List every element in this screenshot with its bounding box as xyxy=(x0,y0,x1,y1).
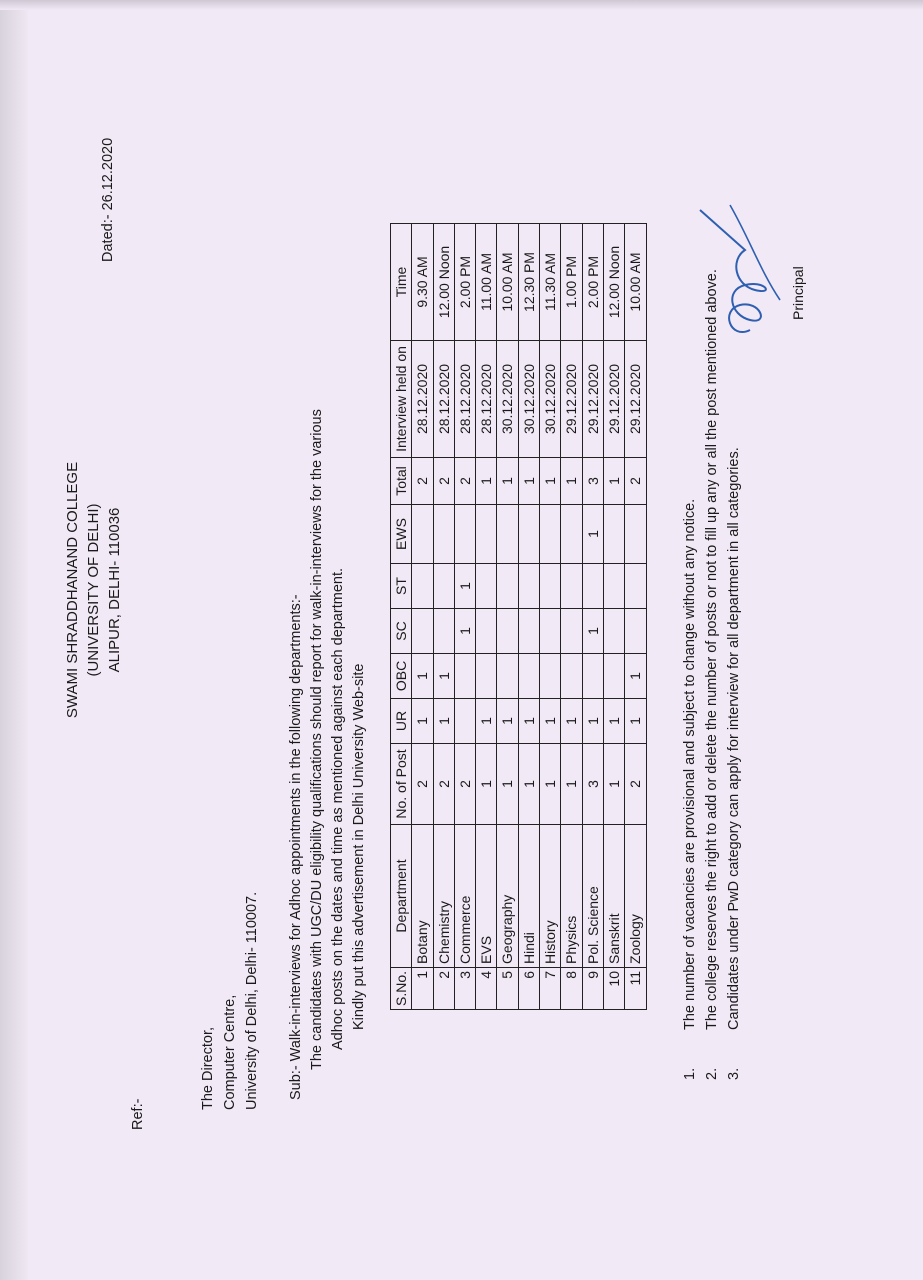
cell-obc: 1 xyxy=(625,653,646,698)
note-text: The college reserves the right to add or delete the number of posts or not to fill up any or all the post mentioned above. xyxy=(703,269,720,1030)
addressee-line: The Director, xyxy=(200,1027,216,1110)
addressee-line: Computer Centre, xyxy=(221,994,238,1110)
cell-posts: 2 xyxy=(412,743,433,824)
cell-total: 1 xyxy=(561,457,582,504)
cell-ews xyxy=(540,504,561,563)
header-sno: S.No. xyxy=(391,967,412,1009)
cell-department: Commerce xyxy=(454,824,475,967)
cell-interview-date: 30.12.2020 xyxy=(497,340,518,457)
cell-total: 1 xyxy=(603,457,624,504)
cell-interview-date: 30.12.2020 xyxy=(518,340,539,457)
cell-department: Geography xyxy=(497,824,518,967)
cell-total: 3 xyxy=(582,457,603,504)
cell-sno: 5 xyxy=(497,967,518,1009)
cell-ur: 1 xyxy=(603,698,624,743)
cell-interview-date: 30.12.2020 xyxy=(540,340,561,457)
table-row xyxy=(603,223,624,1009)
scan-top-edge xyxy=(0,0,923,10)
cell-posts: 1 xyxy=(540,743,561,824)
header-obc: OBC xyxy=(391,653,412,698)
cell-st xyxy=(582,563,603,608)
cell-interview-date: 29.12.2020 xyxy=(625,340,646,457)
cell-sno: 2 xyxy=(433,967,454,1009)
cell-sno: 7 xyxy=(540,967,561,1009)
cell-ur: 1 xyxy=(476,698,497,743)
cell-ur: 1 xyxy=(582,698,603,743)
cell-sno: 1 xyxy=(412,967,433,1009)
cell-time: 10.00 AM xyxy=(497,223,518,340)
cell-sno: 6 xyxy=(518,967,539,1009)
college-header xyxy=(62,360,125,820)
body-line: The candidates with UGC/DU eligibility qualifications should report for walk-in-interviews for the various xyxy=(308,409,325,1070)
cell-obc: 1 xyxy=(412,653,433,698)
addressee-line: University of Delhi, Delhi- 110007. xyxy=(243,891,260,1110)
cell-sc xyxy=(561,608,582,653)
cell-obc xyxy=(561,653,582,698)
cell-time: 11.30 AM xyxy=(540,223,561,340)
cell-obc xyxy=(518,653,539,698)
cell-interview-date: 28.12.2020 xyxy=(433,340,454,457)
cell-st xyxy=(540,563,561,608)
cell-posts: 2 xyxy=(433,743,454,824)
header-sc: SC xyxy=(391,608,412,653)
date-line: Dated:- 26.12.2020 xyxy=(100,137,116,262)
scan-edge xyxy=(0,0,28,1280)
cell-interview-date: 28.12.2020 xyxy=(412,340,433,457)
cell-ur: 1 xyxy=(625,698,646,743)
cell-time: 2.00 PM xyxy=(454,223,475,340)
cell-obc xyxy=(603,653,624,698)
cell-time: 12.00 Noon xyxy=(603,223,624,340)
cell-st xyxy=(561,563,582,608)
header-department: Department xyxy=(391,824,412,967)
cell-sno: 9 xyxy=(582,967,603,1009)
cell-posts: 2 xyxy=(454,743,475,824)
cell-obc xyxy=(582,653,603,698)
table-row xyxy=(540,223,561,1009)
cell-ur xyxy=(454,698,475,743)
cell-st xyxy=(497,563,518,608)
cell-st xyxy=(476,563,497,608)
table-row xyxy=(582,223,603,1009)
cell-total: 1 xyxy=(476,457,497,504)
cell-time: 11.00 AM xyxy=(476,223,497,340)
cell-department: Sanskrit xyxy=(603,824,624,967)
cell-obc xyxy=(476,653,497,698)
cell-interview-date: 29.12.2020 xyxy=(561,340,582,457)
cell-sc: 1 xyxy=(454,608,475,653)
note-text: The number of vacancies are provisional and subject to change without any notice. xyxy=(682,498,698,1030)
cell-posts: 1 xyxy=(603,743,624,824)
table-header-row xyxy=(391,223,412,1009)
cell-ur: 1 xyxy=(518,698,539,743)
college-address: ALIPUR, DELHI- 110036 xyxy=(106,507,123,673)
cell-sc xyxy=(603,608,624,653)
header-st: ST xyxy=(391,563,412,608)
cell-department: Chemistry xyxy=(433,824,454,967)
cell-total: 1 xyxy=(518,457,539,504)
body-line: Adhoc posts on the dates and time as mentioned against each department. xyxy=(329,567,346,1050)
cell-st xyxy=(625,563,646,608)
table-row xyxy=(497,223,518,1009)
cell-obc xyxy=(497,653,518,698)
cell-sno: 8 xyxy=(561,967,582,1009)
cell-ews xyxy=(603,504,624,563)
note-number: 1. xyxy=(682,1067,698,1080)
college-name: SWAMI SHRADDHANAND COLLEGE xyxy=(64,461,81,719)
cell-posts: 2 xyxy=(625,743,646,824)
cell-department: Pol. Science xyxy=(582,824,603,967)
cell-total: 2 xyxy=(625,457,646,504)
cell-posts: 1 xyxy=(497,743,518,824)
header-ews: EWS xyxy=(391,504,412,563)
cell-obc xyxy=(540,653,561,698)
cell-posts: 1 xyxy=(476,743,497,824)
table-body xyxy=(412,223,646,1009)
cell-total: 1 xyxy=(540,457,561,504)
table-row xyxy=(476,223,497,1009)
cell-interview-date: 29.12.2020 xyxy=(603,340,624,457)
cell-ews xyxy=(412,504,433,563)
cell-ews xyxy=(518,504,539,563)
cell-total: 2 xyxy=(412,457,433,504)
cell-department: History xyxy=(540,824,561,967)
cell-total: 2 xyxy=(454,457,475,504)
cell-sno: 11 xyxy=(625,967,646,1009)
cell-interview-date: 29.12.2020 xyxy=(582,340,603,457)
cell-ur: 1 xyxy=(561,698,582,743)
cell-sc xyxy=(625,608,646,653)
cell-total: 1 xyxy=(497,457,518,504)
cell-st xyxy=(518,563,539,608)
vacancy-table xyxy=(390,223,647,1010)
header-ur: UR xyxy=(391,698,412,743)
cell-sno: 4 xyxy=(476,967,497,1009)
cell-time: 9.30 AM xyxy=(412,223,433,340)
note-number: 2. xyxy=(703,1067,720,1080)
cell-sc xyxy=(476,608,497,653)
cell-ur: 1 xyxy=(540,698,561,743)
cell-sc xyxy=(518,608,539,653)
cell-st xyxy=(433,563,454,608)
cell-sc xyxy=(540,608,561,653)
table-row xyxy=(518,223,539,1009)
cell-sc xyxy=(497,608,518,653)
note-text: Candidates under PwD category can apply for interview for all department in all categories. xyxy=(725,447,742,1030)
cell-ews xyxy=(476,504,497,563)
rotated-document xyxy=(50,70,870,1180)
cell-ews xyxy=(454,504,475,563)
cell-ur: 1 xyxy=(497,698,518,743)
cell-ur: 1 xyxy=(412,698,433,743)
table-row xyxy=(412,223,433,1009)
cell-ews xyxy=(433,504,454,563)
table-row xyxy=(454,223,475,1009)
header-total: Total xyxy=(391,457,412,504)
cell-ews xyxy=(561,504,582,563)
cell-posts: 3 xyxy=(582,743,603,824)
cell-department: Botany xyxy=(412,824,433,967)
cell-time: 12.30 PM xyxy=(518,223,539,340)
cell-time: 1.00 PM xyxy=(561,223,582,340)
cell-department: Hindi xyxy=(518,824,539,967)
table-row xyxy=(433,223,454,1009)
cell-total: 2 xyxy=(433,457,454,504)
cell-time: 12.00 Noon xyxy=(433,223,454,340)
header-posts: No. of Post xyxy=(391,743,412,824)
cell-ews xyxy=(497,504,518,563)
cell-sno: 3 xyxy=(454,967,475,1009)
table-row xyxy=(625,223,646,1009)
cell-ews xyxy=(625,504,646,563)
header-time: Time xyxy=(391,223,412,340)
cell-st xyxy=(412,563,433,608)
cell-interview-date: 28.12.2020 xyxy=(476,340,497,457)
cell-obc: 1 xyxy=(433,653,454,698)
body-line: Kindly put this advertisement in Delhi University Web-site xyxy=(350,663,367,1030)
signatory-title: Principal xyxy=(790,266,806,320)
cell-sc xyxy=(433,608,454,653)
cell-ur: 1 xyxy=(433,698,454,743)
cell-sno: 10 xyxy=(603,967,624,1009)
cell-st: 1 xyxy=(454,563,475,608)
header-interview-date: Interview held on xyxy=(391,340,412,457)
cell-time: 10.00 AM xyxy=(625,223,646,340)
subject-block xyxy=(286,100,370,1100)
cell-obc xyxy=(454,653,475,698)
addressee-block xyxy=(198,892,263,1110)
cell-ews: 1 xyxy=(582,504,603,563)
cell-st xyxy=(603,563,624,608)
cell-posts: 1 xyxy=(561,743,582,824)
university-name: (UNIVERSITY OF DELHI) xyxy=(85,503,102,677)
cell-department: EVS xyxy=(476,824,497,967)
cell-department: Zoology xyxy=(625,824,646,967)
table-row xyxy=(561,223,582,1009)
cell-time: 2.00 PM xyxy=(582,223,603,340)
subject-line: Sub:- Walk-in-interviews for Adhoc appointments in the following departments:- xyxy=(288,594,304,1100)
cell-sc: 1 xyxy=(582,608,603,653)
cell-interview-date: 28.12.2020 xyxy=(454,340,475,457)
cell-department: Physics xyxy=(561,824,582,967)
note-number: 3. xyxy=(725,1067,742,1080)
cell-posts: 1 xyxy=(518,743,539,824)
cell-sc xyxy=(412,608,433,653)
ref-label: Ref:- xyxy=(130,1098,146,1130)
